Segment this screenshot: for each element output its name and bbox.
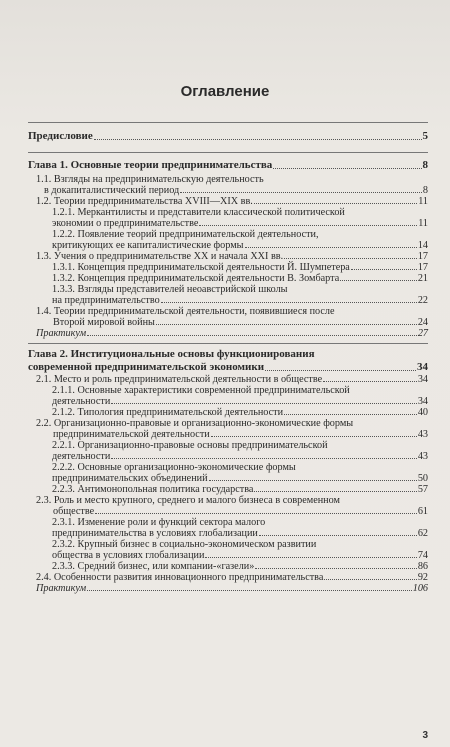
toc-page: 8 [422,159,428,171]
toc-title: 1.2.2. Появление теорий предпринимательской деятельности, [52,229,319,240]
toc-title-cont: критикующих ее капиталистические формы [52,240,244,251]
toc-entry-1-2-2[interactable] [28,229,428,251]
toc-page: 11 [418,218,428,229]
toc-entry-2-3-2[interactable] [28,539,428,561]
toc-title: 1.3. Учения о предпринимательстве XX и начала XXI вв. [36,251,284,262]
toc-entry-2-3[interactable] [28,495,428,517]
toc-title: 2.2.2. Основные организационно-экономические формы [52,462,296,473]
toc-entry-2-2-2[interactable] [28,462,428,484]
toc-title-cont: современной предпринимательской экономики [28,361,265,373]
toc-title-cont: предпринимательских объединений [52,473,208,484]
toc-entry-1-3[interactable] [28,251,428,262]
toc-page: 61 [417,506,428,517]
toc-page: 8 [422,185,428,196]
toc-entry-2-2-1[interactable] [28,440,428,462]
toc-page: 43 [417,429,428,440]
toc-entry-1-3-2[interactable] [28,273,428,284]
toc-entry-1-1[interactable] [28,174,428,196]
toc-title: Практикум [36,583,87,594]
page-title: Оглавление [180,83,270,100]
toc-title: Глава 1. Основные теории предпринимательства [28,159,273,171]
toc-title-cont: обществе [53,506,95,517]
toc-title: 1.2. Теории предпринимательства XVIII—XIX вв. [36,196,253,207]
toc-entry-1-2[interactable] [28,196,428,207]
toc-entry-2-1-1[interactable] [28,385,428,407]
toc-title: 2.3.3. Средний бизнес, или компании-«газели» [52,561,255,572]
toc-title: Предисловие [28,130,93,142]
divider [28,122,428,123]
toc-entry-preface[interactable] [28,130,428,143]
toc-entry-2-4[interactable] [28,572,428,583]
toc-title-cont: в докапиталистический период [44,185,180,196]
toc-entry-1-2-1[interactable] [28,207,428,229]
toc-title: 1.4. Теории предпринимательской деятельности, появившиеся после [36,306,335,317]
toc-title-cont: предпринимательства в условиях глобализации [52,528,258,539]
toc-entry-practicum-1[interactable] [28,328,428,339]
toc-page: 62 [417,528,428,539]
toc-title: 2.3. Роль и место крупного, среднего и малого бизнеса в современном [36,495,340,506]
toc-page: 34 [417,361,428,373]
toc-title-cont: общества в условиях глобализации [52,550,205,561]
toc-page: 14 [417,240,428,251]
toc-entry-1-3-3[interactable] [28,284,428,306]
divider [28,343,428,344]
toc-title: 2.2. Организационно-правовые и организационно-экономические формы [36,418,354,429]
toc-page: 24 [417,317,428,328]
toc-title: 1.2.1. Меркантилисты и представители классической политической [52,207,345,218]
toc-page: 57 [417,484,428,495]
divider [28,152,428,153]
toc-page: 50 [417,473,428,484]
toc-page: 21 [417,273,428,284]
toc-page: 86 [417,561,428,572]
toc-title-cont: деятельности [52,396,111,407]
toc-page: 92 [417,572,428,583]
toc-page: 17 [417,251,428,262]
toc-entry-chapter-1[interactable] [28,159,428,172]
toc-title-cont: на предпринимательство [52,295,160,306]
toc-page: 106 [412,583,428,594]
toc-title: 1.3.1. Концепция предпринимательской деятельности Й. Шумпетера [52,262,350,273]
toc-entry-1-4[interactable] [28,306,428,328]
toc-title-cont: экономии о предпринимательстве [52,218,199,229]
toc-entry-2-3-1[interactable] [28,517,428,539]
toc-title: 2.1. Место и роль предпринимательской деятельности в обществе [36,374,323,385]
toc-title-cont: предпринимательской деятельности [53,429,210,440]
toc-title-cont: деятельности [52,451,111,462]
toc-entry-chapter-2[interactable] [28,348,428,374]
toc-page: 74 [417,550,428,561]
toc-title: 1.1. Взгляды на предпринимательскую деятельность [36,174,264,185]
toc-page: 27 [417,328,428,339]
toc-entry-2-2-3[interactable] [28,484,428,495]
toc-title: 1.3.2. Концепция предпринимательской деятельности В. Зомбарта [52,273,340,284]
toc-title: 1.3.3. Взгляды представителей неоавстрийской школы [52,284,288,295]
toc-title: 2.2.3. Антимонопольная политика государства [52,484,254,495]
toc-title: 2.2.1. Организационно-правовые основы предпринимательской [52,440,328,451]
toc-page: 11 [418,196,428,207]
toc-entry-1-3-1[interactable] [28,262,428,273]
page-number: 3 [422,730,428,741]
toc-title: 2.3.1. Изменение роли и функций сектора малого [52,517,266,528]
toc-page: 17 [417,262,428,273]
toc-title: 2.3.2. Крупный бизнес в социально-экономическом развитии [52,539,317,550]
toc-title: 2.1.2. Типология предпринимательской деятельности [52,407,284,418]
toc-page: 40 [417,407,428,418]
toc-page: 34 [417,396,428,407]
toc-title-cont: Второй мировой войны [53,317,155,328]
toc-page: 5 [422,130,428,142]
toc-entry-2-1-2[interactable] [28,407,428,418]
toc-page: 43 [417,451,428,462]
table-of-contents [28,124,428,594]
toc-title: Глава 2. Институциональные основы функционирования [28,348,315,360]
toc-entry-practicum-2[interactable] [28,583,428,594]
toc-page: 34 [417,374,428,385]
toc-entry-2-2[interactable] [28,418,428,440]
toc-entry-2-3-3[interactable] [28,561,428,572]
toc-title: Практикум [36,328,87,339]
toc-entry-2-1[interactable] [28,374,428,385]
toc-title: 2.4. Особенности развития инновационного предпринимательства [36,572,324,583]
toc-title: 2.1.1. Основные характеристики современной предпринимательской [52,385,350,396]
toc-page: 22 [417,295,428,306]
